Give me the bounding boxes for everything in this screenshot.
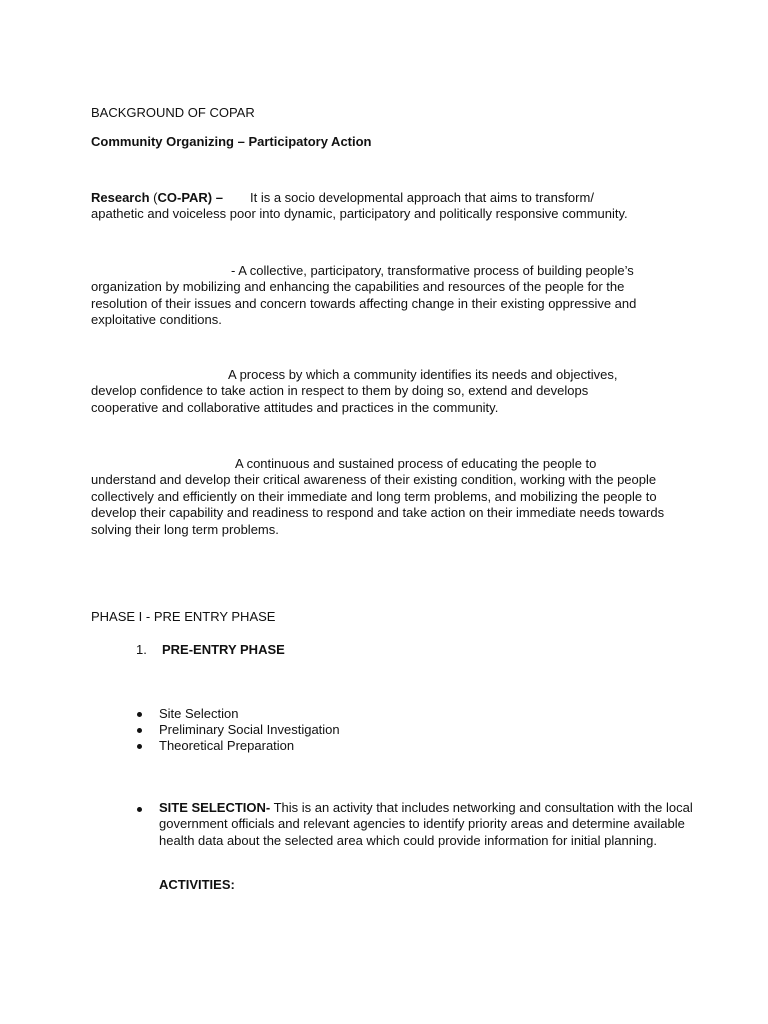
numbered-item-label: PRE-ENTRY PHASE [162,642,285,657]
definition-2-line1: A process by which a community identifies its needs and objectives, [228,367,618,382]
list-item-label: Preliminary Social Investigation [159,722,340,738]
list-item-label: Theoretical Preparation [159,738,295,754]
definition-3-rest: understand and develop their critical awareness of their existing condition, working with the people collectively and efficiently on their immediate and long term problems, and mobilizing the people to develop their capability and readiness to respond and take action on their immediate needs towards solving their long term problems. [91,472,665,537]
bullet-icon [137,744,142,749]
research-paragraph [91,190,671,223]
bullet-icon [137,807,142,812]
list-item-label: Site Selection [159,706,239,721]
site-selection-label: SITE SELECTION- [159,800,271,815]
bullet-icon [137,712,142,717]
definition-paragraph-3 [91,456,686,538]
numbered-item [136,642,285,658]
definition-paragraph-1 [91,263,676,329]
list-item [136,738,340,754]
research-abbr: CO-PAR) – [157,190,223,205]
site-selection-paragraph [136,800,699,849]
list-item [136,722,340,738]
definition-1-rest: organization by mobilizing and enhancing the capabilities and resources of the people for the resolution of their issues and concern towards affecting change in their existing oppressive and exploitative conditions. [91,279,637,328]
research-lead: Research [91,190,150,205]
research-text-line1: It is a socio developmental approach that aims to transform/ [249,190,594,205]
site-selection-text: This is an activity that includes networking and consultation with the local government officials and relevant agencies to identify priority areas and determine available health data about the selected area which could provide information for initial planning. [159,800,693,848]
definition-3-line1: A continuous and sustained process of educating the people to [235,456,597,471]
research-paren: ( [149,190,158,205]
document-heading: BACKGROUND OF COPAR [91,105,255,120]
research-text-line2: apathetic and voiceless poor into dynamic, participatory and politically responsive community. [91,206,628,222]
phase-heading: PHASE I - PRE ENTRY PHASE [91,609,276,624]
bullet-icon [137,728,142,733]
numbered-item-number: 1. [136,642,147,657]
definition-2-rest: develop confidence to take action in respect to them by doing so, extend and develops cooperative and collaborative attitudes and practices in the community. [91,383,589,415]
definition-paragraph-2 [91,367,651,416]
bullet-list [136,706,340,755]
activities-label: ACTIVITIES: [159,877,235,892]
definition-1-line1: - A collective, participatory, transformative process of building people’s [231,263,634,278]
document-subheading: Community Organizing – Participatory Action [91,134,372,149]
list-item [136,706,340,722]
